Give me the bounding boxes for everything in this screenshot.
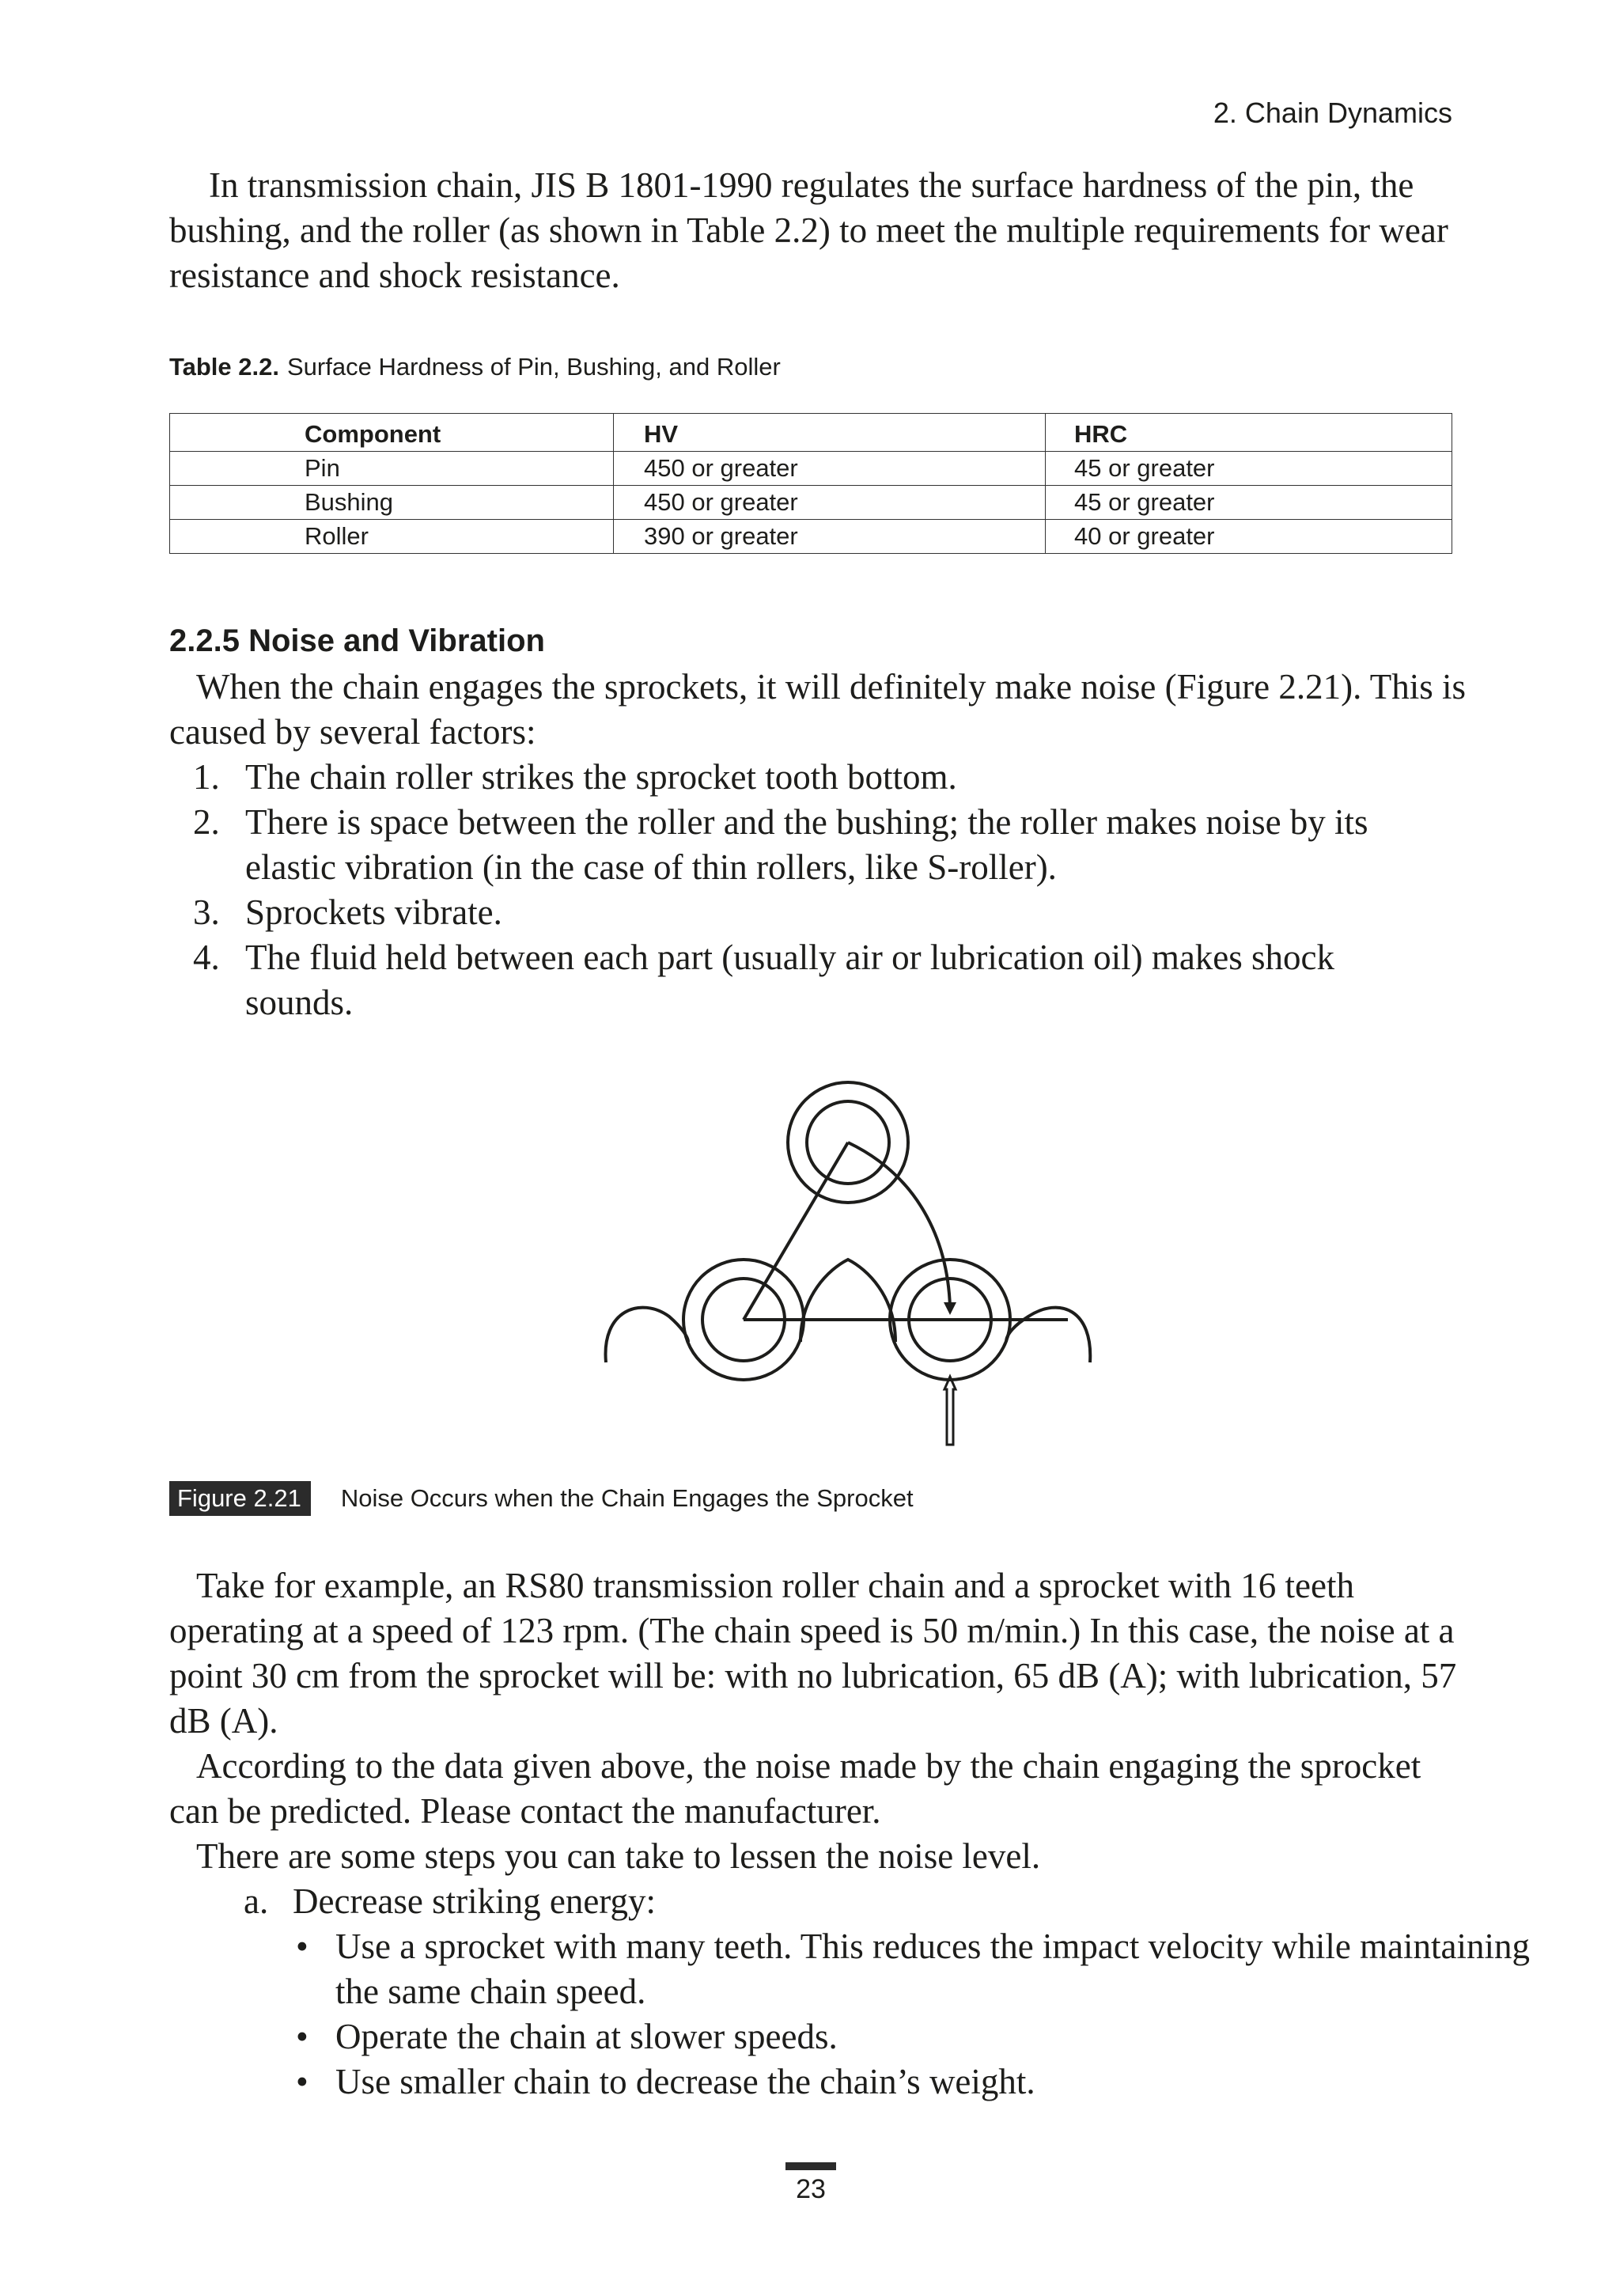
body-paragraph: There are some steps you can take to lessen the noise level. (196, 1836, 1041, 1876)
table-header-row (170, 414, 1452, 452)
bullet-item (169, 2014, 1467, 2059)
intro-paragraph: In transmission chain, JIS B 1801-1990 regulates the surface hardness of the pin, the bushing, and the roller (as shown in Table 2.2) to meet the multiple requirements for wear resistance and shock resistance. (169, 165, 1448, 295)
sub-list-label: a. (244, 1881, 269, 1921)
body-text (169, 1563, 1531, 2105)
cell-hrc: 45 or greater (1046, 486, 1452, 520)
column-header-hv: HV (614, 414, 1046, 452)
page-number-bar (785, 2162, 836, 2170)
list-text: The chain roller strikes the sprocket tooth bottom. (245, 757, 957, 797)
list-number: 1. (193, 757, 220, 797)
list-item (169, 800, 1467, 890)
list-item (169, 755, 1467, 800)
bullet-icon: • (296, 1927, 308, 1966)
sprocket-tooth-middle (801, 1260, 895, 1342)
list-number: 3. (193, 892, 220, 932)
bullet-text: Use a sprocket with many teeth. This reduces the impact velocity while maintaining the same chain speed. (335, 1927, 1531, 2011)
table-row (170, 452, 1452, 486)
bullet-item (169, 1924, 1569, 2014)
chain-sprocket-diagram (593, 1073, 1107, 1461)
sprocket-tooth-left (606, 1308, 688, 1362)
sub-list-item (169, 1879, 1467, 1924)
cell-hv: 450 or greater (614, 486, 1046, 520)
list-text: Sprockets vibrate. (245, 892, 502, 932)
cell-hrc: 40 or greater (1046, 520, 1452, 554)
cell-hv: 390 or greater (614, 520, 1046, 554)
list-text: There is space between the roller and the bushing; the roller makes noise by its elastic vibration (in the case of thin rollers, like S-roller). (245, 802, 1368, 887)
table-caption (169, 353, 781, 381)
running-header: 2. Chain Dynamics (1213, 97, 1452, 129)
impact-arrow (944, 1377, 956, 1445)
list-number: 2. (193, 802, 220, 842)
column-header-hrc: HRC (1046, 414, 1452, 452)
bullet-icon: • (296, 2017, 308, 2056)
section-intro: When the chain engages the sprockets, it will definitely make noise (Figure 2.21). This is caused by several factors: (169, 667, 1467, 752)
list-text: The fluid held between each part (usually air or lubrication oil) makes shock sounds. (245, 938, 1335, 1022)
column-header-component: Component (170, 414, 614, 452)
list-number: 4. (193, 938, 220, 977)
list-item (169, 935, 1368, 1025)
cell-hv: 450 or greater (614, 452, 1046, 486)
cell-hrc: 45 or greater (1046, 452, 1452, 486)
body-paragraph: Take for example, an RS80 transmission roller chain and a sprocket with 16 teeth operating at a speed of 123 rpm. (The chain speed is 50 m/min.) In this case, the noise at a point 30 cm from the sprocket will be: with no lubrication, 65 dB (A); with lubrication, 57 dB (A). (169, 1566, 1457, 1741)
table-row (170, 486, 1452, 520)
cell-component: Roller (170, 520, 614, 554)
list-item (169, 890, 1467, 935)
table-label: Table 2.2. (169, 353, 279, 381)
noise-factors (169, 665, 1467, 1025)
sub-list-text: Decrease striking energy: (293, 1881, 656, 1921)
bullet-icon: • (296, 2062, 308, 2101)
arc-arrowhead (944, 1302, 956, 1315)
figure-caption (169, 1481, 914, 1516)
page-number: 23 (796, 2174, 826, 2204)
hardness-table (169, 413, 1452, 554)
cell-component: Pin (170, 452, 614, 486)
bullet-item (169, 2059, 1467, 2105)
cell-component: Bushing (170, 486, 614, 520)
bullet-text: Use smaller chain to decrease the chain’s weight. (335, 2062, 1035, 2101)
figure-label: Figure 2.21 (169, 1481, 311, 1516)
sprocket-tooth-right (1006, 1308, 1090, 1362)
figure-caption-text: Noise Occurs when the Chain Engages the Sprocket (340, 1484, 914, 1512)
table-title: Surface Hardness of Pin, Bushing, and Roller (287, 353, 781, 381)
body-paragraph: According to the data given above, the noise made by the chain engaging the sprocket can be predicted. Please contact the manufacturer. (169, 1746, 1421, 1831)
table-row (170, 520, 1452, 554)
section-heading: 2.2.5 Noise and Vibration (169, 623, 545, 658)
bullet-text: Operate the chain at slower speeds. (335, 2017, 838, 2056)
